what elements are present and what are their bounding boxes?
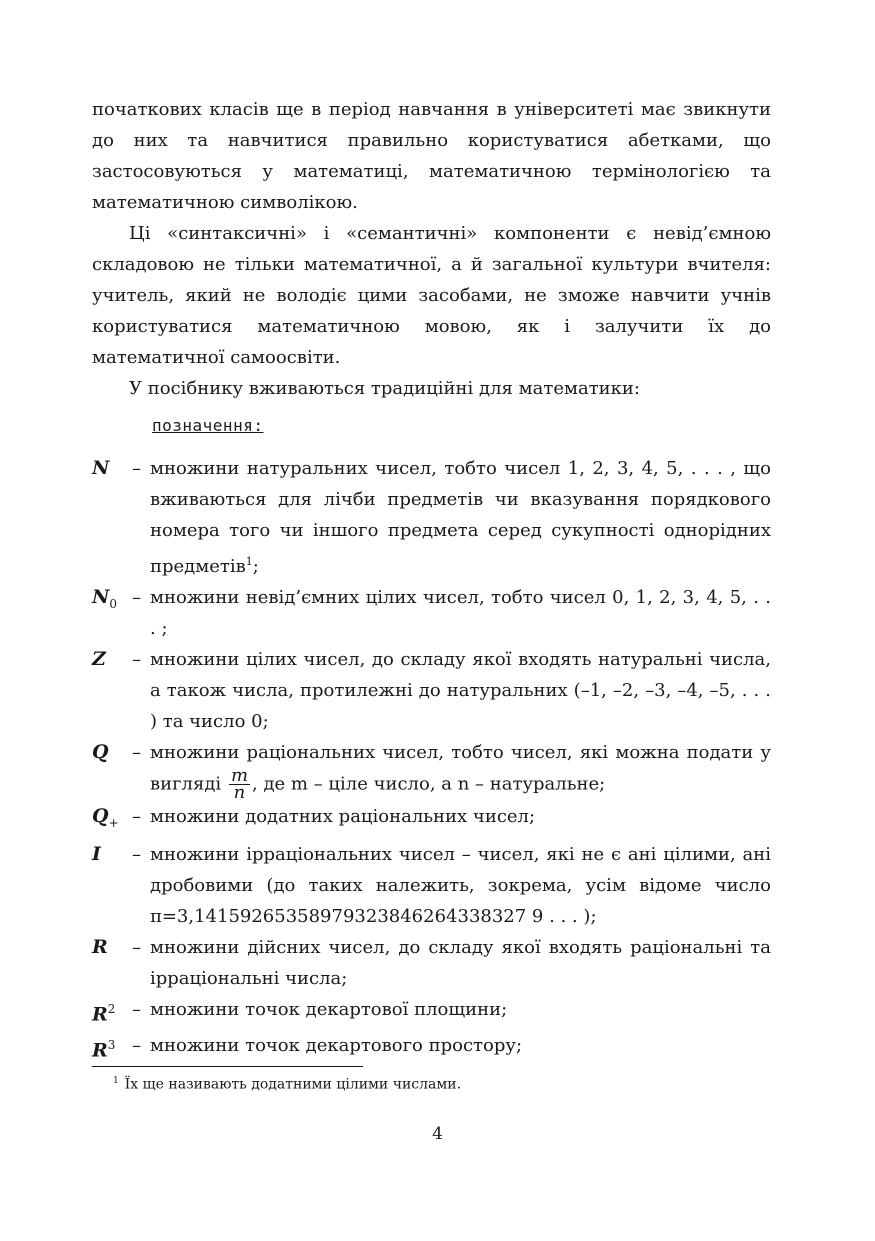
symbol: R bbox=[92, 935, 108, 958]
definition-text: множини раціональних чисел, тобто чисел, які можна подати у вигляді $\frac{m}{n}$ , де m – ціле число, а n – натуральне; bbox=[150, 742, 771, 803]
symbol: $R^3$ bbox=[92, 1038, 116, 1062]
section-heading: позначення: bbox=[152, 416, 264, 435]
paragraph-2: Ці «синтаксичні» і «семантичні» компоненти є невід’ємною складовою не тільки математичної, а й загальної культури вчителя: учитель, який не володіє цими засобами, не зможе навчити учнів користуватися математичною мовою, як і залучити їх до математичної самоосвіти. bbox=[92, 223, 771, 368]
symbol: $Q_+$ bbox=[92, 805, 119, 830]
paragraph-1: початкових класів ще в період навчання в університеті має звикнути до них та навчитися правильно користуватися абетками, що застосовуються у математиці, математичною термінологією та математичною символікою. bbox=[92, 99, 771, 213]
dash: – bbox=[132, 843, 141, 865]
symbol: $R^2$ bbox=[92, 1001, 116, 1026]
symbol: $N_0$ bbox=[92, 586, 118, 611]
definition-text: множини цілих чисел, до складу якої входять натуральні числа, а також числа, протилежні до натуральних (–1, –2, –3, –4, –5, . . . ) та число 0; bbox=[150, 649, 771, 732]
symbol: N bbox=[92, 457, 110, 479]
dash: – bbox=[132, 936, 141, 958]
definition-item bbox=[92, 839, 771, 932]
fraction: $\frac{m}{n}$ bbox=[230, 765, 249, 803]
dash: – bbox=[132, 587, 141, 608]
definition-item bbox=[92, 994, 771, 1030]
heading-line bbox=[92, 412, 771, 443]
definition-text: множини ірраціональних чисел – чисел, які не є ані цілими, ані дробовими (до таких належить, зокрема, усім відоме число π=3,14159265358979323846264338327 9 . . . ); bbox=[150, 843, 771, 927]
dash: – bbox=[132, 1035, 141, 1057]
footnote-text: Їх ще називають додатними цілими числами. bbox=[124, 1076, 462, 1093]
definition-text: множини точок декартового простору; bbox=[150, 1035, 523, 1057]
page-number: 4 bbox=[432, 1124, 443, 1144]
symbol: I bbox=[92, 842, 101, 865]
definition-text: множини додатних раціональних чисел; bbox=[150, 806, 536, 827]
definition-text: множини точок декартової площини; bbox=[150, 998, 508, 1020]
definition-item bbox=[92, 932, 771, 994]
symbol: Q bbox=[92, 741, 109, 763]
definition-item bbox=[92, 644, 771, 737]
dash: – bbox=[132, 458, 141, 479]
definition-item bbox=[92, 801, 771, 839]
definition-text: множини невід’ємних цілих чисел, тобто чисел 0, 1, 2, 3, 4, 5, . . . ; bbox=[150, 587, 771, 639]
definition-text: множини дійсних чисел, до складу якої входять раціональні та ірраціональні числа; bbox=[150, 936, 771, 989]
dash: – bbox=[132, 742, 141, 763]
definition-item bbox=[92, 737, 771, 801]
definition-item bbox=[92, 582, 771, 644]
dash: – bbox=[132, 998, 141, 1020]
paragraph-3: У посібнику вживаються традиційні для математики: bbox=[129, 378, 640, 399]
definition-item bbox=[92, 1030, 771, 1066]
dash: – bbox=[132, 806, 141, 827]
symbol: Z bbox=[92, 648, 106, 670]
footnote-mark: 1 bbox=[113, 1076, 119, 1086]
definition-item bbox=[92, 453, 771, 582]
footnote bbox=[113, 1071, 461, 1095]
footnote-mark: 1 bbox=[245, 555, 253, 568]
definitions-list bbox=[92, 453, 771, 1066]
definition-text: множини натуральних чисел, тобто чисел 1, 2, 3, 4, 5, . . . , що вживаються для лічби предметів чи вказування порядкового номера того чи іншого предмета серед сукупності однорідних предметів$^1$; bbox=[150, 458, 771, 577]
dash: – bbox=[132, 649, 141, 670]
footnote-rule bbox=[92, 1066, 363, 1067]
page-body bbox=[92, 94, 771, 1066]
